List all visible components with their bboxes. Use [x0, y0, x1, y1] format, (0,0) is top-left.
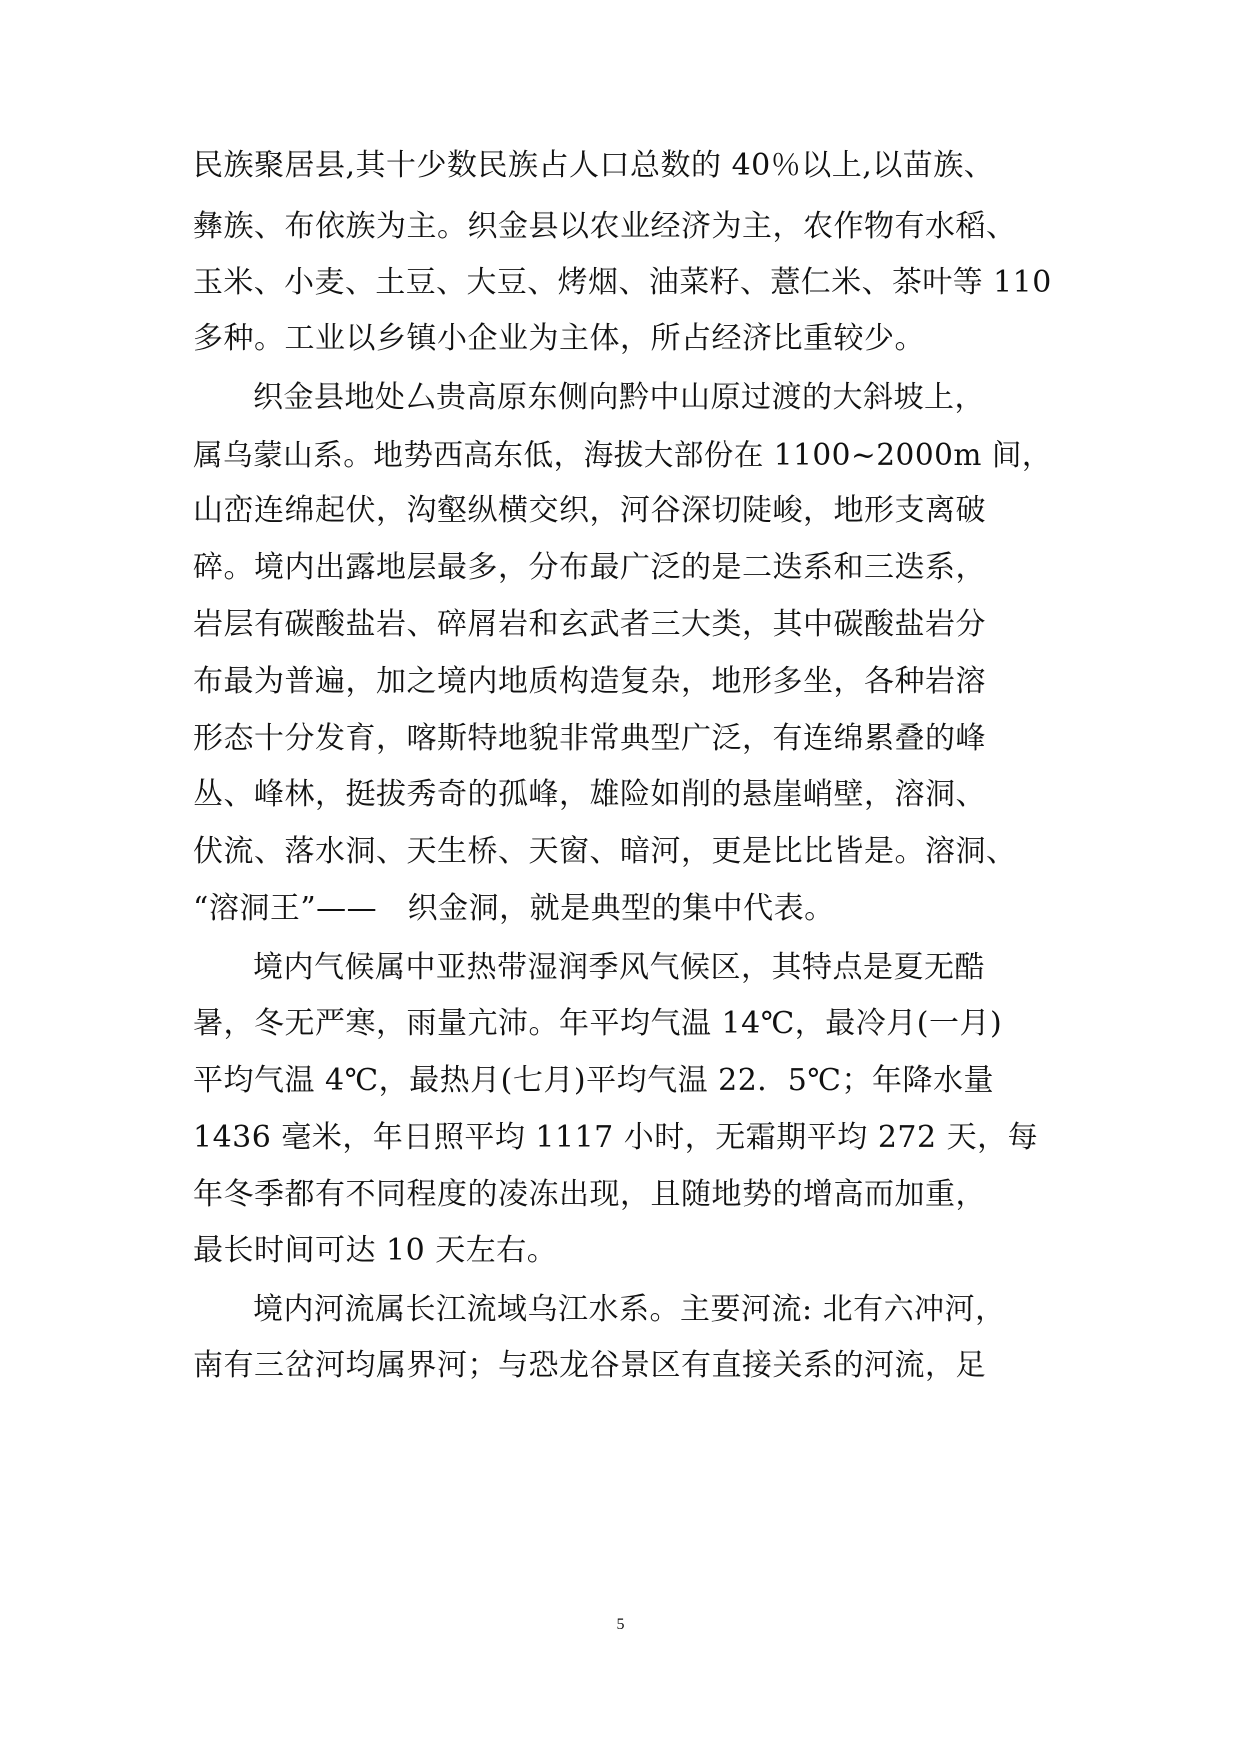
- text-line: 年冬季都有不同程度的凌冻出现，且随地势的增高而加重，: [193, 1177, 986, 1212]
- text-line: 南有三岔河均属界河；与恐龙谷景区有直接关系的河流，足: [193, 1348, 986, 1383]
- text-line: 境内气候属中亚热带湿润季风气候区，其特点是夏无酷: [253, 950, 985, 985]
- text-line: 伏流、落水洞、天生桥、天窗、暗河，更是比比皆是。溶洞、: [193, 834, 1017, 869]
- text-line: 碎。境内出露地层最多，分布最广泛的是二迭系和三迭系，: [193, 550, 986, 585]
- text-line: 布最为普遍，加之境内地质构造复杂，地形多坐，各种岩溶: [193, 664, 986, 699]
- text-line: 境内河流属长江流域乌江水系。主要河流: 北有六冲河，: [253, 1292, 1006, 1327]
- text-line: 最长时间可达 10 天左右。: [193, 1233, 558, 1268]
- text-line: 彝族、布依族为主。织金县以农业经济为主，农作物有水稻、: [193, 209, 1017, 244]
- text-line: 属乌蒙山系。地势西高东低，海拔大部份在 1100~2000m 间，: [193, 438, 1052, 472]
- text-line: 岩层有碳酸盐岩、碎屑岩和玄武者三大类，其中碳酸盐岩分: [193, 607, 986, 642]
- text-line: 民族聚居县,其十少数民族占人口总数的 40％以上,以苗族、: [193, 148, 995, 183]
- text-line: 形态十分发育，喀斯特地貌非常典型广泛，有连绵累叠的峰: [193, 721, 986, 756]
- text-line: 暑，冬无严寒，雨量亢沛。年平均气温 14℃，最冷月(一月): [193, 1006, 1003, 1041]
- text-line: 玉米、小麦、土豆、大豆、烤烟、油菜籽、薏仁米、茶叶等 110: [193, 265, 1052, 300]
- text-line: 1436 毫米，年日照平均 1117 小时，无霜期平均 272 天，每: [193, 1120, 1039, 1155]
- text-line: 山峦连绵起伏，沟壑纵横交织，河谷深切陡峻，地形支离破: [193, 493, 986, 528]
- text-line: 多种。工业以乡镇小企业为主体，所占经济比重较少。: [193, 321, 925, 356]
- text-line: “溶洞王”—— 织金洞，就是典型的集中代表。: [193, 891, 835, 926]
- page-number: 5: [616, 1616, 625, 1633]
- text-line: 丛、峰林，挺拔秀奇的孤峰，雄险如削的悬崖峭壁，溶洞、: [193, 777, 986, 812]
- text-line: 平均气温 4℃，最热月(七月)平均气温 22．5℃；年降水量: [193, 1063, 994, 1098]
- text-line: 织金县地处厶贵高原东侧向黔中山原过渡的大斜坡上，: [253, 380, 985, 415]
